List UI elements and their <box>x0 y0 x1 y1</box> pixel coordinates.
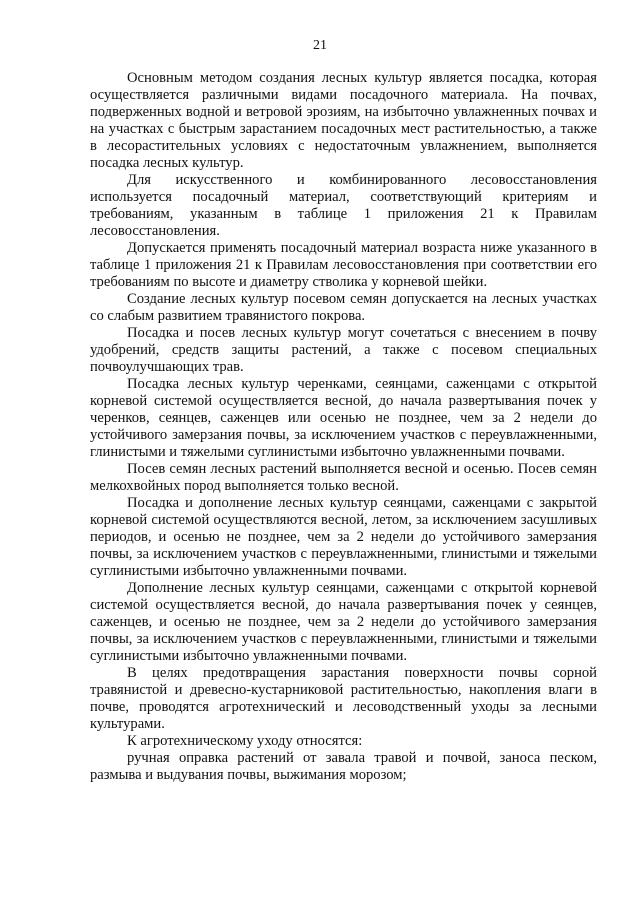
document-body <box>90 70 597 784</box>
paragraph: Посадка лесных культур черенками, сеянцами, саженцами с открытой корневой системой осуществляется весной, до начала развертывания почек у черенков, сеянцев, саженцев или осенью не позднее, чем за 2 недели до устойчивого замерзания почвы, за исключением участков с переувлажненными, глинистыми и тяжелыми суглинистыми избыточно увлажненными почвами. <box>90 376 597 460</box>
paragraph: Для искусственного и комбинированного лесовосстановления используется посадочный материал, соответствующий критериям и требованиям, указанным в таблице 1 приложения 21 к Правилам лесовосстановления. <box>90 172 597 239</box>
paragraph: Допускается применять посадочный материал возраста ниже указанного в таблице 1 приложения 21 к Правилам лесовосстановления при соответствии его требованиям по высоте и диаметру стволика у корневой шейки. <box>90 240 597 290</box>
paragraph: Основным методом создания лесных культур является посадка, которая осуществляется различными видами посадочного материала. На почвах, подверженных водной и ветровой эрозиям, на избыточно увлажненных почвах и на участках с быстрым зарастанием посадочных мест растительностью, а также в лесорастительных условиях с недостаточным увлажнением, выполняется посадка лесных культур. <box>90 70 597 171</box>
paragraph: Посадка и дополнение лесных культур сеянцами, саженцами с закрытой корневой системой осуществляются весной, летом, за исключением засушливых периодов, и осенью не позднее, чем за 2 недели до устойчивого замерзания почвы, за исключением участков с переувлажненными, глинистыми и тяжелыми суглинистыми избыточно увлажненными почвами. <box>90 495 597 579</box>
paragraph: Дополнение лесных культур сеянцами, саженцами с открытой корневой системой осуществляется весной, до начала развертывания почек у сеянцев, саженцев, и осенью не позднее, чем за 2 недели до устойчивого замерзания почвы, за исключением участков с переувлажненными, глинистыми и тяжелыми суглинистыми избыточно увлажненными почвами. <box>90 580 597 664</box>
paragraph: ручная оправка растений от завала травой и почвой, заноса песком, размыва и выдувания почвы, выжимания морозом; <box>90 750 597 783</box>
paragraph: Создание лесных культур посевом семян допускается на лесных участках со слабым развитием травянистого покрова. <box>90 291 597 324</box>
paragraph: Посадка и посев лесных культур могут сочетаться с внесением в почву удобрений, средств защиты растений, а также с посевом специальных почвоулучшающих трав. <box>90 325 597 375</box>
paragraph: В целях предотвращения зарастания поверхности почвы сорной травянистой и древесно-кустарниковой растительностью, накопления влаги в почве, проводятся агротехнический и лесоводственный уходы за лесными культурами. <box>90 665 597 732</box>
paragraph: К агротехническому уходу относятся: <box>127 733 363 749</box>
page-number: 21 <box>313 38 327 53</box>
paragraph: Посев семян лесных растений выполняется весной и осенью. Посев семян мелкохвойных пород выполняется только весной. <box>90 461 597 494</box>
